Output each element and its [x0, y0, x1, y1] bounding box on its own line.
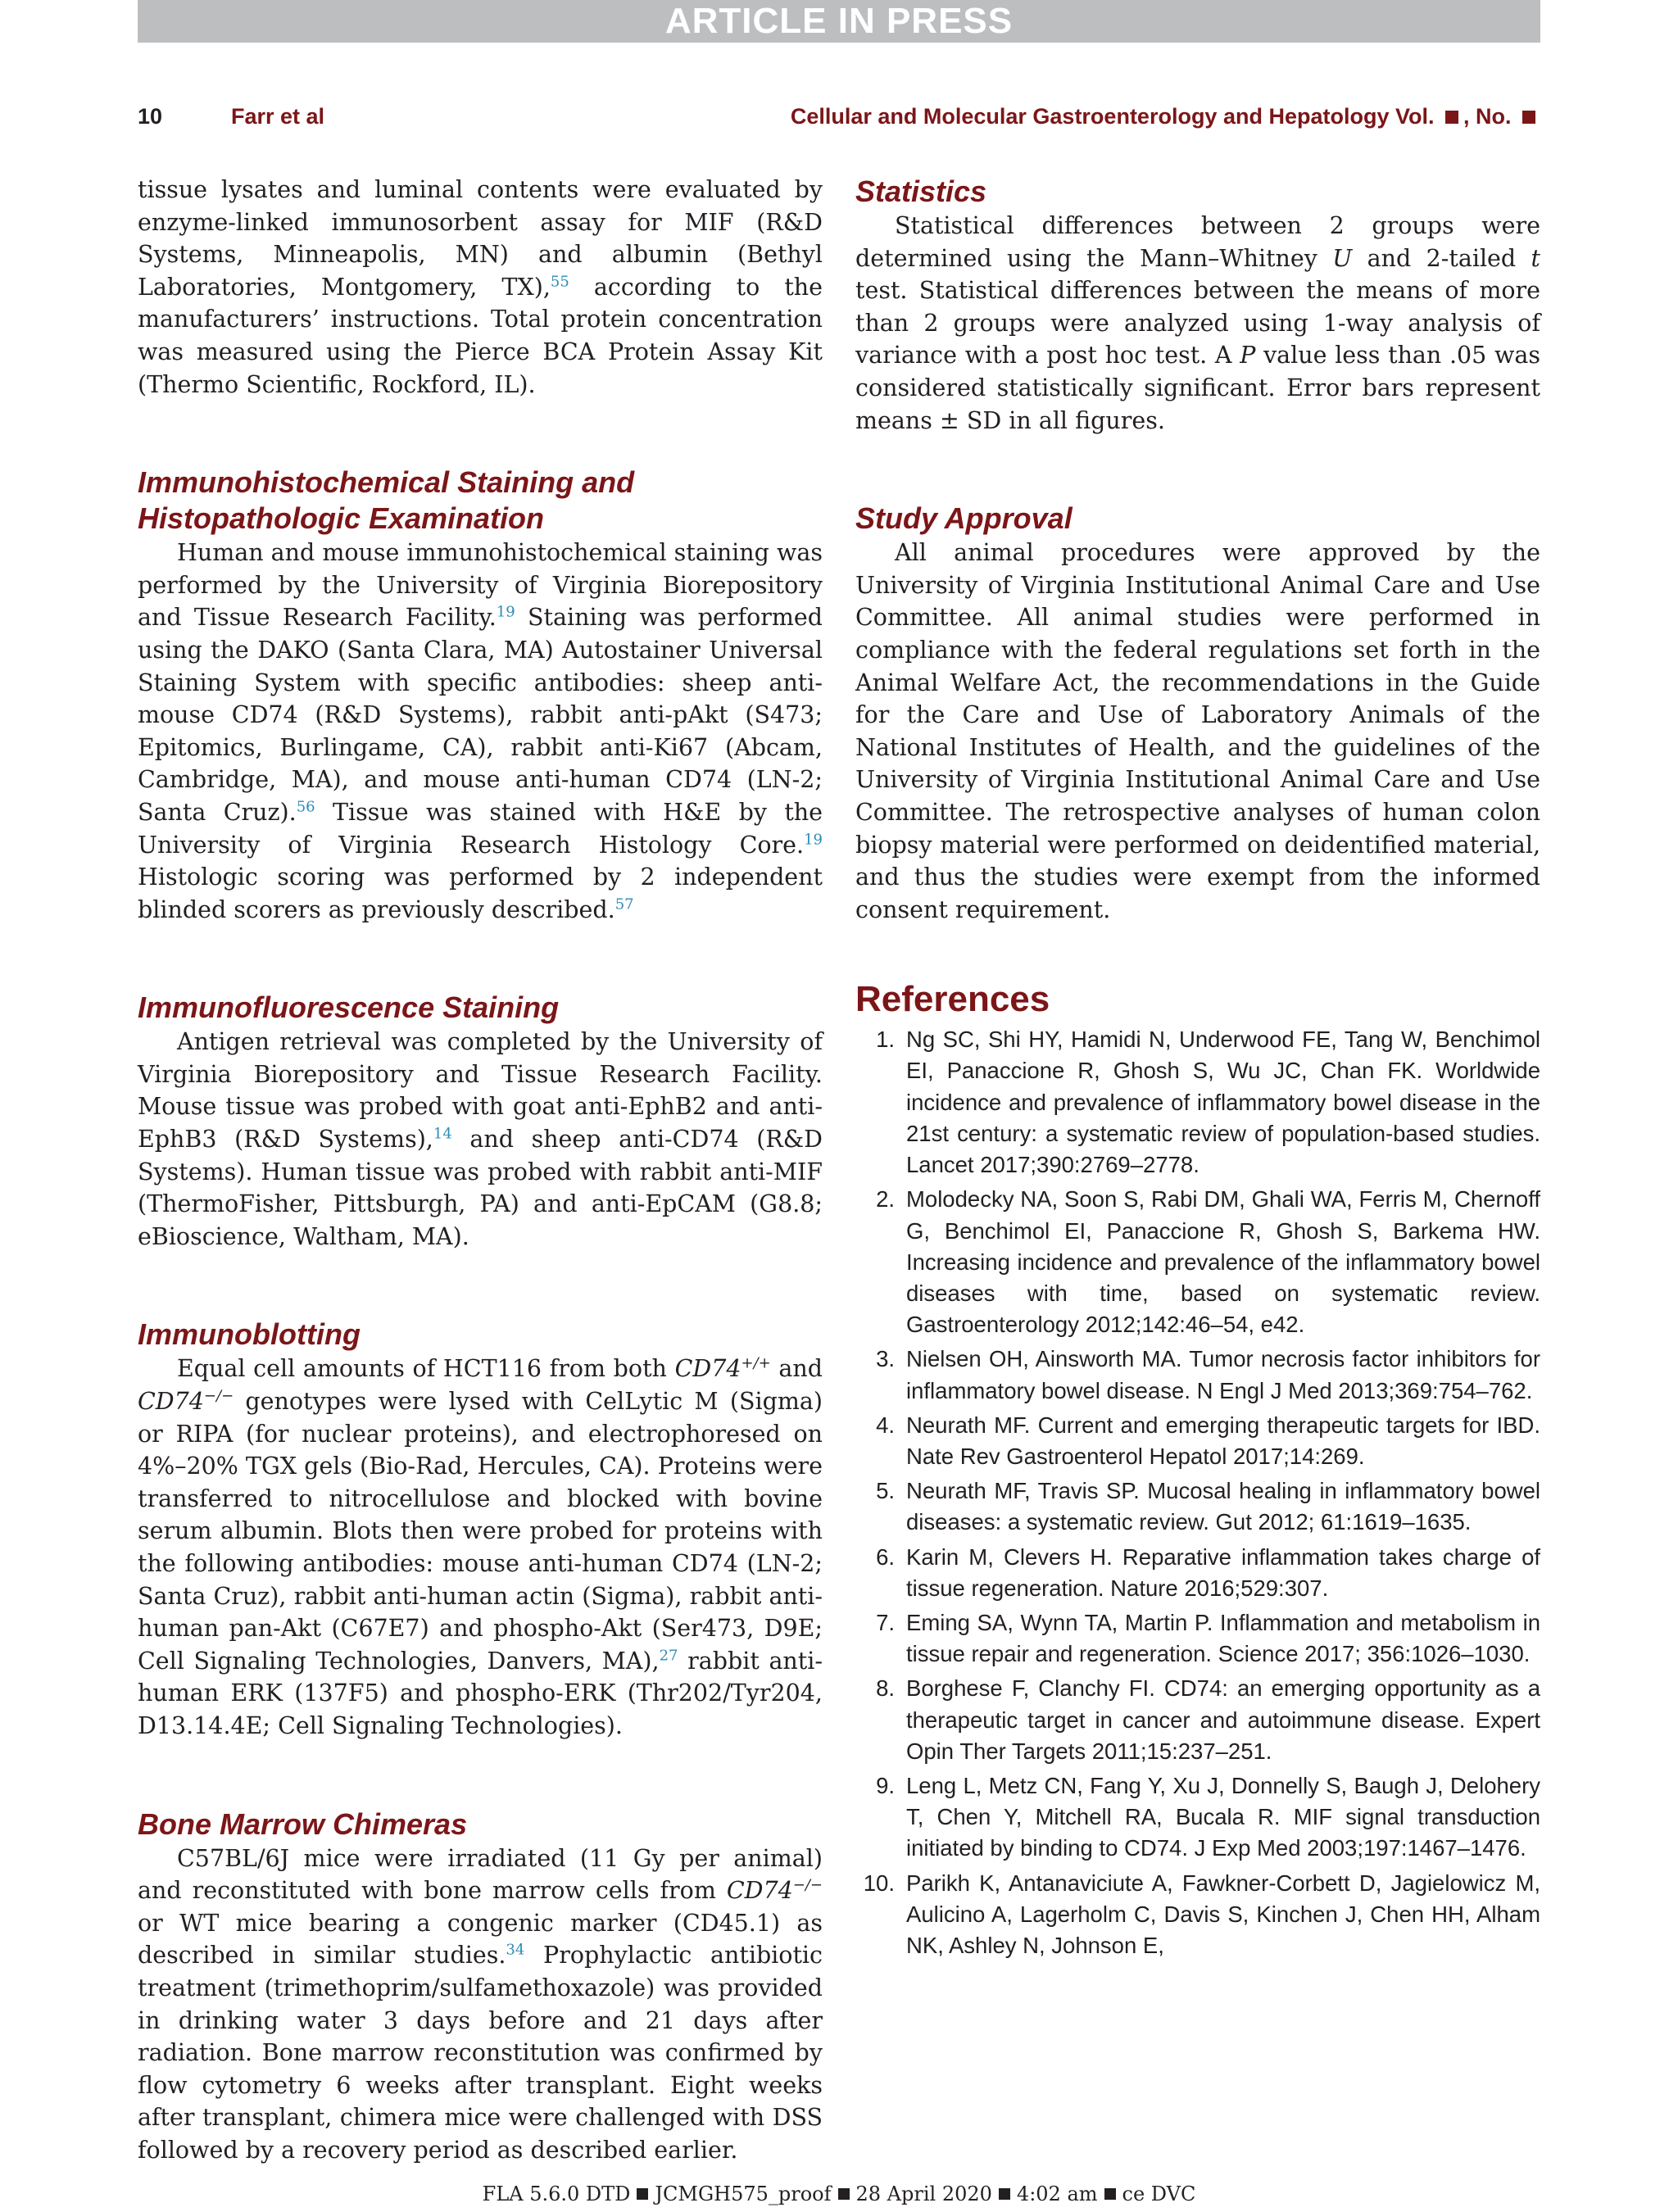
reference-text: Neurath MF, Travis SP. Mucosal healing in inflammatory bowel diseases: a systematic review. Gut 2012; 61:1619–1635. [906, 1478, 1540, 1535]
running-head [138, 100, 1540, 133]
text-run: Human and mouse immunohistochemical staining was performed by the University of Virginia Biorepository and Tissue Research Facility. [138, 539, 823, 632]
text-run: and [770, 1355, 823, 1383]
section-heading-if: Immunofluorescence Staining [138, 990, 560, 1025]
text-run: genotypes were lysed with CelLytic M (Sigma) or RIPA (for nuclear proteins), and electrophoresed on 4%–20% TGX gels (Bio-Rad, Hercules, CA). Proteins were transferred to nitrocellulose and blocked with bovine serum albumin. Blots then were probed for proteins with the following antibodies: mouse anti-human CD74 (LN-2; Santa Cruz), rabbit anti-human actin (Sigma), rabbit anti-human pan-Akt (C67E7) and phospho-Akt (Ser473, D9E; Cell Signaling Technologies, Danvers, MA), [138, 1388, 823, 1675]
proof-id: JCMGH575_proof [655, 2183, 832, 2205]
reference-number: 1. [876, 1027, 895, 1053]
citation-link[interactable]: 19 [496, 603, 515, 621]
gene-name: CD74 [138, 1388, 204, 1416]
page-number: 10 [138, 104, 163, 129]
reference-number: 10. [863, 1870, 895, 1896]
reference-item [855, 1542, 1540, 1604]
proof-time: 4:02 am [1016, 2183, 1098, 2205]
dtd-version: FLA 5.6.0 DTD [482, 2183, 631, 2205]
gene-name: CD74 [726, 1877, 793, 1905]
article-in-press-banner: ARTICLE IN PRESS [138, 0, 1540, 43]
no-placeholder-square [1522, 111, 1535, 124]
vol-placeholder-square [1445, 111, 1458, 124]
genotype-superscript: +/+ [741, 1354, 771, 1372]
text-run: and sheep anti-CD74 (R&D Systems). Human tissue was probed with rabbit anti-MIF (ThermoFisher, Pittsburgh, PA) and anti-EpCAM (G8.8; eBioscience, Waltham, MA). [138, 1126, 823, 1250]
reference-item [855, 1868, 1540, 1962]
blot-paragraph [138, 1353, 823, 1742]
reference-text: Leng L, Metz CN, Fang Y, Xu J, Donnelly S, Baugh J, Delohery T, Chen Y, Mitchell RA, Bucala R. MIF signal transduction initiated by binding to CD74. J Exp Med 2003;197:1467–1476. [906, 1772, 1540, 1861]
citation-link[interactable]: 34 [506, 1941, 525, 1959]
text-run: according to the manufacturers’ instructions. Total protein concentration was measured using the Pierce BCA Protein Assay Kit (Thermo Scientific, Rockford, IL). [138, 273, 823, 398]
proof-tag: ce DVC [1122, 2183, 1196, 2205]
gene-name: CD74 [674, 1355, 741, 1383]
citation-link[interactable]: 55 [550, 273, 569, 291]
citation-link[interactable]: 27 [659, 1647, 678, 1665]
running-authors: Farr et al [231, 104, 325, 129]
math-symbol: P [1240, 342, 1256, 369]
reference-text: Parikh K, Antanaviciute A, Fawkner-Corbett D, Jagielowicz M, Aulicino A, Lagerholm C, Davis S, Kinchen J, Chen HH, Alham NK, Ashley N, Johnson E, [906, 1870, 1540, 1958]
intro-paragraph [138, 174, 823, 401]
text-run: Antigen retrieval was completed by the University of Virginia Biorepository and Tissue Research Facility. Mouse tissue was probed with goat anti-EphB2 and anti-EphB3 (R&D Systems), [138, 1028, 823, 1154]
citation-link[interactable]: 57 [615, 895, 634, 913]
statistics-paragraph [855, 210, 1540, 437]
text-run: and 2-tailed [1352, 244, 1531, 272]
reference-number: 6. [876, 1543, 895, 1570]
reference-text: Ng SC, Shi HY, Hamidi N, Underwood FE, Tang W, Benchimol EI, Panaccione R, Ghosh S, Wu JC, Chan FK. Worldwide incidence and prevalence of inflammatory bowel disease in the 21st century: a systematic review of population-based studies. Lancet 2017;390:2769–2778. [906, 1027, 1540, 1178]
separator-square [838, 2188, 850, 2200]
section-heading-bmc: Bone Marrow Chimeras [138, 1806, 468, 1841]
reference-number: 5. [876, 1478, 895, 1504]
right-column [855, 174, 1540, 1965]
reference-number: 8. [876, 1675, 895, 1702]
reference-text: Molodecky NA, Soon S, Rabi DM, Ghali WA, Ferris M, Chernoff G, Benchimol EI, Panaccione R, Ghosh S, Barkema HW. Increasing incidence and prevalence of the inflammatory bowel diseases with time, based on systematic review. Gastroenterology 2012;142:46–54, e42. [906, 1186, 1540, 1338]
journal-title [791, 100, 1540, 133]
reference-text: Karin M, Clevers H. Reparative inflammation takes charge of tissue regeneration. Nature 2016;529:307. [906, 1543, 1540, 1601]
reference-text: Nielsen OH, Ainsworth MA. Tumor necrosis factor inhibitors for inflammatory bowel disease. N Engl J Med 2013;369:754–762. [906, 1346, 1540, 1403]
proof-footer [0, 2183, 1678, 2205]
bmc-paragraph [138, 1843, 823, 2167]
reference-item [855, 1344, 1540, 1406]
section-heading-study-approval: Study Approval [855, 501, 1073, 536]
text-run: Prophylactic antibiotic treatment (trimethoprim/sulfamethoxazole) was provided in drinking water 3 days before and 21 days after radiation. Bone marrow reconstitution was confirmed by flow cytometry 6 weeks after transplant. Eight weeks after transplant, chimera mice were challenged with DSS followed by a recovery period as described earlier. [138, 1942, 823, 2164]
no-label: , No. [1463, 104, 1512, 129]
reference-item [855, 1184, 1540, 1340]
citation-link[interactable]: 19 [804, 831, 823, 848]
text-run: Histologic scoring was performed by 2 independent blinded scorers as previously described. [138, 863, 823, 923]
genotype-superscript: −/− [792, 1876, 823, 1894]
text-run: tissue lysates and luminal contents were evaluated by enzyme-linked immunosorbent assay for MIF (R&D Systems, Minneapolis, MN) and albumin (Bethyl Laboratories, Montgomery, TX), [138, 176, 823, 301]
separator-square [1104, 2188, 1116, 2200]
text-run: C57BL/6J mice were irradiated (11 Gy per animal) and reconstituted with bone marrow cells from [138, 1844, 823, 1905]
section-heading-blot: Immunoblotting [138, 1317, 361, 1352]
reference-text: Borghese F, Clanchy FI. CD74: an emerging opportunity as a therapeutic target in cancer and autoimmune disease. Expert Opin Ther Targets 2011;15:237–251. [906, 1675, 1540, 1764]
citation-link[interactable]: 14 [433, 1125, 452, 1143]
text-run: Statistical differences between 2 groups were determined using the Mann–Whitney [855, 212, 1540, 272]
reference-item [855, 1024, 1540, 1181]
reference-number: 9. [876, 1772, 895, 1798]
reference-number: 7. [876, 1609, 895, 1635]
genotype-superscript: −/− [203, 1387, 234, 1405]
math-symbol: t [1531, 244, 1540, 272]
reference-number: 4. [876, 1412, 895, 1438]
text-run: test. Statistical differences between the means of more than 2 groups were analyzed using 1-way analysis of variance with a post hoc test. A [855, 277, 1540, 369]
reference-item [855, 1770, 1540, 1865]
left-column [138, 174, 823, 2167]
proof-date: 28 April 2020 [855, 2183, 992, 2205]
reference-text: Neurath MF. Current and emerging therapeutic targets for IBD. Nate Rev Gastroenterol Hepatol 2017;14:269. [906, 1412, 1540, 1469]
text-run: or WT mice bearing a congenic marker (CD45.1) as described in similar studies. [138, 1909, 823, 1969]
separator-square [999, 2188, 1010, 2200]
if-paragraph [138, 1026, 823, 1253]
section-heading-ihc: Immunohistochemical Staining and Histopathologic Examination [138, 465, 635, 536]
text-run: Staining was performed using the DAKO (Santa Clara, MA) Autostainer Universal Staining System with specific antibodies: sheep anti-mouse CD74 (R&D Systems), rabbit anti-pAkt (S473; Epitomics, Burlingame, CA), rabbit anti-Ki67 (Abcam, Cambridge, MA), and mouse anti-human CD74 (LN-2; Santa Cruz). [138, 604, 823, 826]
text-run: rabbit anti-human ERK (137F5) and phospho-ERK (Thr202/Tyr204, D13.14.4E; Cell Signaling Technologies). [138, 1647, 823, 1739]
section-heading-statistics: Statistics [855, 175, 987, 208]
reference-item [855, 1410, 1540, 1472]
text-run: value less than .05 was considered statistically significant. Error bars represent means ± SD in all figures. [855, 342, 1541, 434]
separator-square [637, 2188, 648, 2200]
text-run: Equal cell amounts of HCT116 from both [177, 1355, 675, 1383]
citation-link[interactable]: 56 [296, 798, 315, 816]
ihc-paragraph [138, 537, 823, 926]
math-symbol: U [1332, 244, 1353, 272]
study-approval-paragraph: All animal procedures were approved by the University of Virginia Institutional Animal Care and Use Committee. All animal studies were performed in compliance with the federal regulations set forth in the Animal Welfare Act, the recommendations in the Guide for the Care and Use of Laboratory Animals of the National Institutes of Health, and the guidelines of the University of Virginia Institutional Animal Care and Use Committee. The retrospective analyses of human colon biopsy material were performed on deidentified material, and thus the studies were exempt from the informed consent requirement. [855, 539, 1540, 923]
journal-name: Cellular and Molecular Gastroenterology and Hepatology Vol. [790, 104, 1435, 129]
reference-item [855, 1475, 1540, 1538]
reference-list [855, 1024, 1540, 1961]
reference-item [855, 1607, 1540, 1670]
reference-item [855, 1673, 1540, 1767]
text-run: Tissue was stained with H&E by the University of Virginia Research Histology Core. [138, 798, 823, 859]
reference-text: Eming SA, Wynn TA, Martin P. Inflammation and metabolism in tissue repair and regeneration. Science 2017; 356:1026–1030. [906, 1609, 1540, 1667]
reference-number: 3. [876, 1346, 895, 1372]
references-title: References [855, 979, 1050, 1020]
reference-number: 2. [876, 1186, 895, 1213]
